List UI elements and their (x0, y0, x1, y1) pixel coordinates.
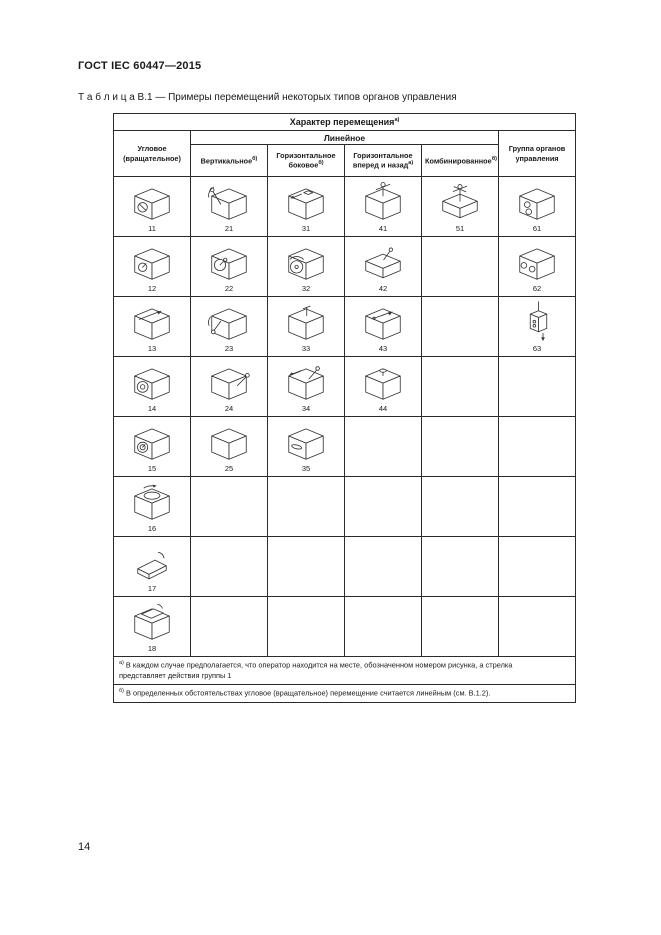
figure-cell (191, 417, 268, 477)
figure-25 (205, 421, 253, 463)
figure-51 (436, 181, 484, 223)
header-character-of-movement (114, 114, 576, 131)
figure-number: 25 (224, 463, 234, 473)
figure-11 (128, 181, 176, 223)
figure-cell (114, 417, 191, 477)
empty-cell (191, 537, 268, 597)
figure-number: 12 (147, 283, 157, 293)
empty-cell (422, 477, 499, 537)
figure-17 (128, 541, 176, 583)
empty-cell (191, 477, 268, 537)
figure-44 (359, 361, 407, 403)
table-row (114, 597, 576, 657)
figure-cell (114, 597, 191, 657)
footnote-a (114, 657, 576, 685)
figure-13 (128, 301, 176, 343)
figure-number: 23 (224, 343, 234, 353)
figure-cell (191, 357, 268, 417)
figure-wrap (268, 421, 344, 473)
header-angular-label: Угловое (вращательное) (123, 144, 181, 163)
figure-cell (268, 177, 345, 237)
empty-cell (345, 597, 422, 657)
header-horizontal-sideways-label: Горизонтальное боковое (276, 150, 336, 170)
figure-cell (191, 297, 268, 357)
empty-cell (191, 597, 268, 657)
figure-cell (114, 477, 191, 537)
figure-wrap (114, 301, 190, 353)
figure-41 (359, 181, 407, 223)
figure-42 (359, 241, 407, 283)
figure-number: 24 (224, 403, 234, 413)
figure-number: 16 (147, 523, 157, 533)
figure-cell (499, 297, 576, 357)
figure-14 (128, 361, 176, 403)
figure-number: 31 (301, 223, 311, 233)
figure-wrap (499, 241, 575, 293)
figure-wrap (422, 181, 498, 233)
figure-wrap (114, 601, 190, 653)
empty-cell (499, 417, 576, 477)
footnote-ref-title: а) (394, 117, 400, 123)
empty-cell (422, 297, 499, 357)
empty-cell (268, 537, 345, 597)
empty-cell (422, 597, 499, 657)
figure-number: 42 (378, 283, 388, 293)
figure-cell (191, 237, 268, 297)
figure-number: 18 (147, 643, 157, 653)
figure-number: 21 (224, 223, 234, 233)
figure-cell (114, 297, 191, 357)
footnote-ref-combined: б) (491, 155, 497, 162)
figure-number: 13 (147, 343, 157, 353)
figure-cell (268, 237, 345, 297)
figure-number: 51 (455, 223, 465, 233)
figure-wrap (191, 421, 267, 473)
figure-wrap (345, 241, 421, 293)
figure-cell (345, 177, 422, 237)
header-combined (422, 145, 499, 177)
figure-number: 44 (378, 403, 388, 413)
figure-wrap (114, 361, 190, 413)
empty-cell (422, 357, 499, 417)
empty-cell (499, 537, 576, 597)
empty-cell (422, 537, 499, 597)
figure-wrap (191, 181, 267, 233)
figure-wrap (114, 241, 190, 293)
figure-number: 61 (532, 223, 542, 233)
figure-12 (128, 241, 176, 283)
header-vertical-label: Вертикальное (200, 155, 253, 165)
footnote-row (114, 685, 576, 703)
figure-33 (282, 301, 330, 343)
header-horizontal-back-forth-label: Горизонтальное вперед и назад (352, 150, 413, 170)
empty-cell (422, 417, 499, 477)
figure-21 (205, 181, 253, 223)
figure-wrap (268, 361, 344, 413)
figure-18 (128, 601, 176, 643)
table-row (114, 237, 576, 297)
figure-cell (345, 357, 422, 417)
figure-31 (282, 181, 330, 223)
table-body (114, 177, 576, 657)
figure-cell (499, 237, 576, 297)
header-angular (114, 131, 191, 177)
header-vertical (191, 145, 268, 177)
table-row (114, 537, 576, 597)
table-row (114, 177, 576, 237)
figure-22 (205, 241, 253, 283)
figure-cell (345, 297, 422, 357)
table-footnotes (114, 657, 576, 703)
table-row (114, 357, 576, 417)
header-horizontal-back-forth (345, 145, 422, 177)
header-row-title (114, 114, 576, 131)
footnote-row (114, 657, 576, 685)
figure-wrap (114, 541, 190, 593)
figure-number: 17 (147, 583, 157, 593)
footnote-b (114, 685, 576, 703)
figure-number: 14 (147, 403, 157, 413)
table-row (114, 477, 576, 537)
figure-number: 63 (532, 343, 542, 353)
footnote-b-mark: б) (119, 688, 124, 695)
header-linear (191, 131, 499, 145)
page-number: 14 (78, 841, 91, 853)
figure-number: 32 (301, 283, 311, 293)
figure-wrap (191, 361, 267, 413)
figure-cell (114, 537, 191, 597)
figure-wrap (499, 301, 575, 353)
empty-cell (268, 477, 345, 537)
table-b1 (113, 113, 576, 703)
footnote-a-mark: а) (119, 660, 124, 666)
empty-cell (422, 237, 499, 297)
header-row-groups (114, 131, 576, 145)
table-head (114, 114, 576, 177)
figure-cell (268, 357, 345, 417)
figure-wrap (345, 301, 421, 353)
figure-cell (268, 297, 345, 357)
figure-number: 35 (301, 463, 311, 473)
figure-wrap (114, 481, 190, 533)
empty-cell (499, 357, 576, 417)
footnote-b-text: В определенных обстоятельствах угловое (вращательное) перемещение считается линейным (см. В.1.2). (125, 688, 491, 698)
figure-cell (422, 177, 499, 237)
figure-wrap (191, 301, 267, 353)
figure-cell (191, 177, 268, 237)
header-linear-label: Линейное (323, 132, 366, 143)
figure-cell (114, 177, 191, 237)
figure-35 (282, 421, 330, 463)
figure-wrap (191, 241, 267, 293)
figure-cell (268, 417, 345, 477)
figure-24 (205, 361, 253, 403)
doc-header: ГОСТ IEC 60447—2015 (78, 60, 202, 72)
figure-number: 15 (147, 463, 157, 473)
header-control-group (499, 131, 576, 177)
header-combined-label: Комбинированное (425, 155, 492, 165)
figure-wrap (268, 181, 344, 233)
figure-16 (128, 481, 176, 523)
figure-number: 41 (378, 223, 388, 233)
figure-cell (114, 357, 191, 417)
figure-63 (513, 301, 561, 343)
figure-number: 62 (532, 283, 542, 293)
figure-cell (114, 237, 191, 297)
figure-cell (345, 237, 422, 297)
figure-wrap (499, 181, 575, 233)
footnote-ref-vertical: б) (252, 155, 258, 162)
figure-wrap (345, 181, 421, 233)
figure-number: 22 (224, 283, 234, 293)
figure-61 (513, 181, 561, 223)
figure-wrap (268, 301, 344, 353)
figure-number: 33 (301, 343, 311, 353)
figure-number: 43 (378, 343, 388, 353)
figure-number: 34 (301, 403, 311, 413)
empty-cell (499, 477, 576, 537)
footnote-ref-sideways: б) (318, 160, 324, 167)
figure-15 (128, 421, 176, 463)
figure-23 (205, 301, 253, 343)
footnote-a-text: В каждом случае предполагается, что оператор находится на месте, обозначенном номером рисунка, а стрелка представляет действия группы 1 (119, 660, 513, 680)
table-row (114, 417, 576, 477)
footnote-ref-back-forth: а) (408, 160, 414, 167)
table-row (114, 297, 576, 357)
empty-cell (345, 477, 422, 537)
figure-cell (499, 177, 576, 237)
figure-wrap (114, 421, 190, 473)
header-character-label: Характер перемещения (289, 117, 395, 127)
table-caption: Т а б л и ц а В.1 — Примеры перемещений некоторых типов органов управления (78, 92, 457, 103)
figure-34 (282, 361, 330, 403)
figure-number: 11 (148, 223, 156, 233)
figure-32 (282, 241, 330, 283)
header-control-group-label: Группа органов управления (508, 144, 566, 163)
empty-cell (268, 597, 345, 657)
empty-cell (345, 537, 422, 597)
figure-62 (513, 241, 561, 283)
empty-cell (499, 597, 576, 657)
header-horizontal-sideways (268, 145, 345, 177)
figure-wrap (114, 181, 190, 233)
figure-43 (359, 301, 407, 343)
figure-wrap (345, 361, 421, 413)
empty-cell (345, 417, 422, 477)
figure-wrap (268, 241, 344, 293)
